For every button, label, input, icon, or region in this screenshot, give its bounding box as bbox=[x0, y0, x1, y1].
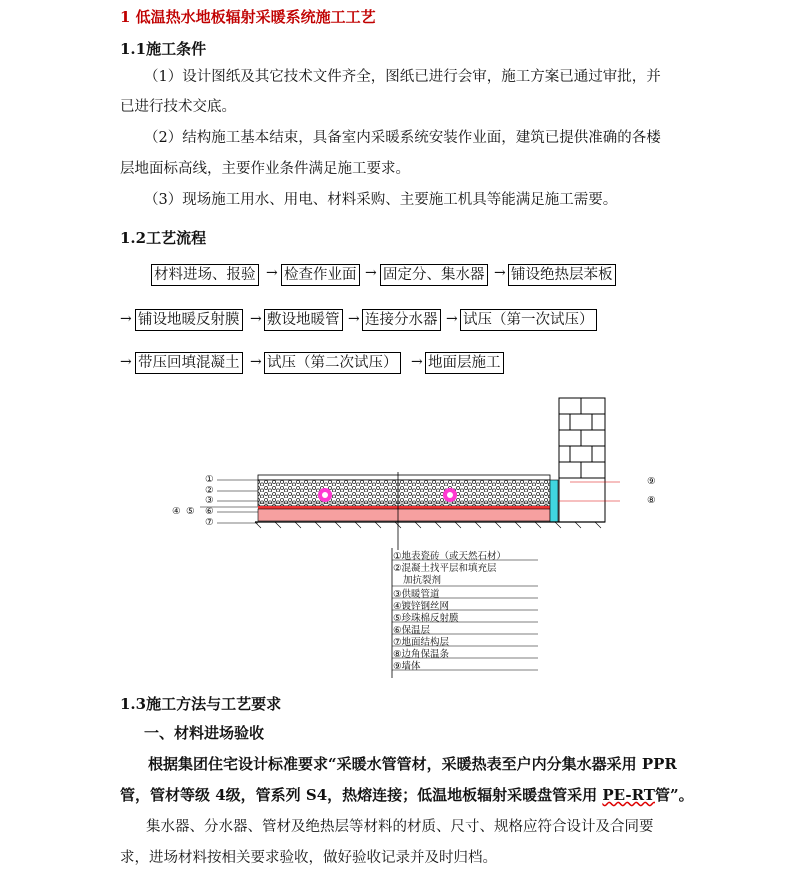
marker-5: ⑤ bbox=[186, 506, 195, 517]
edge-insulation-strip bbox=[550, 480, 558, 522]
flow-arrow: → bbox=[266, 265, 278, 281]
marker-8: ⑧ bbox=[647, 495, 656, 506]
flow-step-pressure-test-1: 试压（第一次试压） bbox=[460, 309, 597, 331]
marker-1: ① bbox=[205, 474, 214, 485]
flow-arrow: → bbox=[250, 311, 262, 327]
flow-arrow: → bbox=[494, 265, 506, 281]
concrete-fill-layer bbox=[258, 480, 550, 506]
legend-item: ⑤珍珠棉反射膜 bbox=[393, 613, 459, 624]
bold-paragraph-b-part2: 管”。 bbox=[654, 786, 694, 804]
bold-paragraph-b-part1: 管，管材等级 4级，管系列 S4，热熔连接；低温地板辐射采暖盘管采用 bbox=[120, 786, 603, 804]
flow-arrow: → bbox=[365, 265, 377, 281]
paragraph-material-b: 求，进场材料按相关要求验收，做好验收记录并及时归档。 bbox=[120, 850, 497, 866]
legend-item: ①地表瓷砖（或天然石材） bbox=[393, 551, 507, 562]
legend-item: ⑥保温层 bbox=[393, 625, 431, 636]
marker-2: ② bbox=[205, 485, 214, 496]
paragraph-2b: 层地面标高线，主要作业条件满足施工要求。 bbox=[120, 161, 410, 177]
flow-step-pressure-test-2: 试压（第二次试压） bbox=[264, 352, 401, 374]
tile-layer bbox=[258, 475, 550, 480]
legend-item: ⑧边角保温条 bbox=[393, 649, 450, 660]
pe-rt-term: PE-RT bbox=[602, 786, 655, 804]
bold-paragraph-b bbox=[120, 784, 694, 805]
flow-arrow: → bbox=[120, 354, 132, 370]
legend-item: ②混凝土找平层和填充层 bbox=[393, 563, 497, 574]
bold-paragraph-a: 根据集团住宅设计标准要求“采暖水管管材，采暖热表至户内分集水器采用 PPR bbox=[148, 755, 677, 773]
section-title-flow: 1.2工艺流程 bbox=[120, 229, 207, 247]
paragraph-2a: （2）结构施工基本结束，具备室内采暖系统安装作业面，建筑已提供准确的各楼 bbox=[144, 130, 661, 146]
flow-step-floor-finish: 地面层施工 bbox=[425, 352, 504, 374]
legend-item: ⑦地面结构层 bbox=[393, 637, 450, 648]
floor-heating-section-diagram bbox=[160, 390, 620, 690]
paragraph-1a: （1）设计图纸及其它技术文件齐全，图纸已进行会审，施工方案已通过审批，并 bbox=[144, 69, 661, 85]
flow-arrow: → bbox=[411, 354, 423, 370]
subsection-material-acceptance: 一、材料进场验收 bbox=[144, 724, 265, 742]
marker-7: ⑦ bbox=[205, 517, 214, 528]
flow-arrow: → bbox=[446, 311, 458, 327]
marker-9: ⑨ bbox=[647, 476, 656, 487]
marker-4: ④ bbox=[172, 506, 181, 517]
flow-step-reflective-film: 铺设地暖反射膜 bbox=[135, 309, 243, 331]
insulation-layer bbox=[258, 509, 550, 521]
flow-step-insulation-board: 铺设绝热层苯板 bbox=[508, 264, 616, 286]
flow-arrow: → bbox=[120, 311, 132, 327]
flow-step-check-surface: 检查作业面 bbox=[281, 264, 360, 286]
paragraph-1b: 已进行技术交底。 bbox=[120, 99, 236, 115]
flow-step-lay-pipe: 敷设地暖管 bbox=[264, 309, 343, 331]
legend-item: ④镀锌钢丝网 bbox=[393, 601, 450, 612]
wall-bricks bbox=[559, 398, 605, 522]
main-heading: 1 低温热水地板辐射采暖系统施工工艺 bbox=[120, 8, 376, 26]
section-title-method: 1.3施工方法与工艺要求 bbox=[120, 695, 282, 713]
flow-step-connect-manifold: 连接分水器 bbox=[362, 309, 441, 331]
marker-3: ③ bbox=[205, 495, 214, 506]
marker-6: ⑥ bbox=[205, 506, 214, 517]
paragraph-material-a: 集水器、分水器、管材及绝热层等材料的材质、尺寸、规格应符合设计及合同要 bbox=[146, 819, 654, 835]
flow-step-fix-manifold: 固定分、集水器 bbox=[380, 264, 488, 286]
legend-item: ⑨墙体 bbox=[393, 661, 421, 672]
section-title-conditions: 1.1施工条件 bbox=[120, 40, 207, 58]
legend-item: 加抗裂剂 bbox=[403, 575, 442, 586]
flow-step-material-entry: 材料进场、报验 bbox=[151, 264, 259, 286]
legend-item: ③供暖管道 bbox=[393, 589, 440, 600]
paragraph-3: （3）现场施工用水、用电、材料采购、主要施工机具等能满足施工需要。 bbox=[144, 192, 618, 208]
flow-step-backfill-concrete: 带压回填混凝土 bbox=[135, 352, 243, 374]
flow-arrow: → bbox=[250, 354, 262, 370]
flow-arrow: → bbox=[348, 311, 360, 327]
reflective-film bbox=[258, 506, 550, 509]
